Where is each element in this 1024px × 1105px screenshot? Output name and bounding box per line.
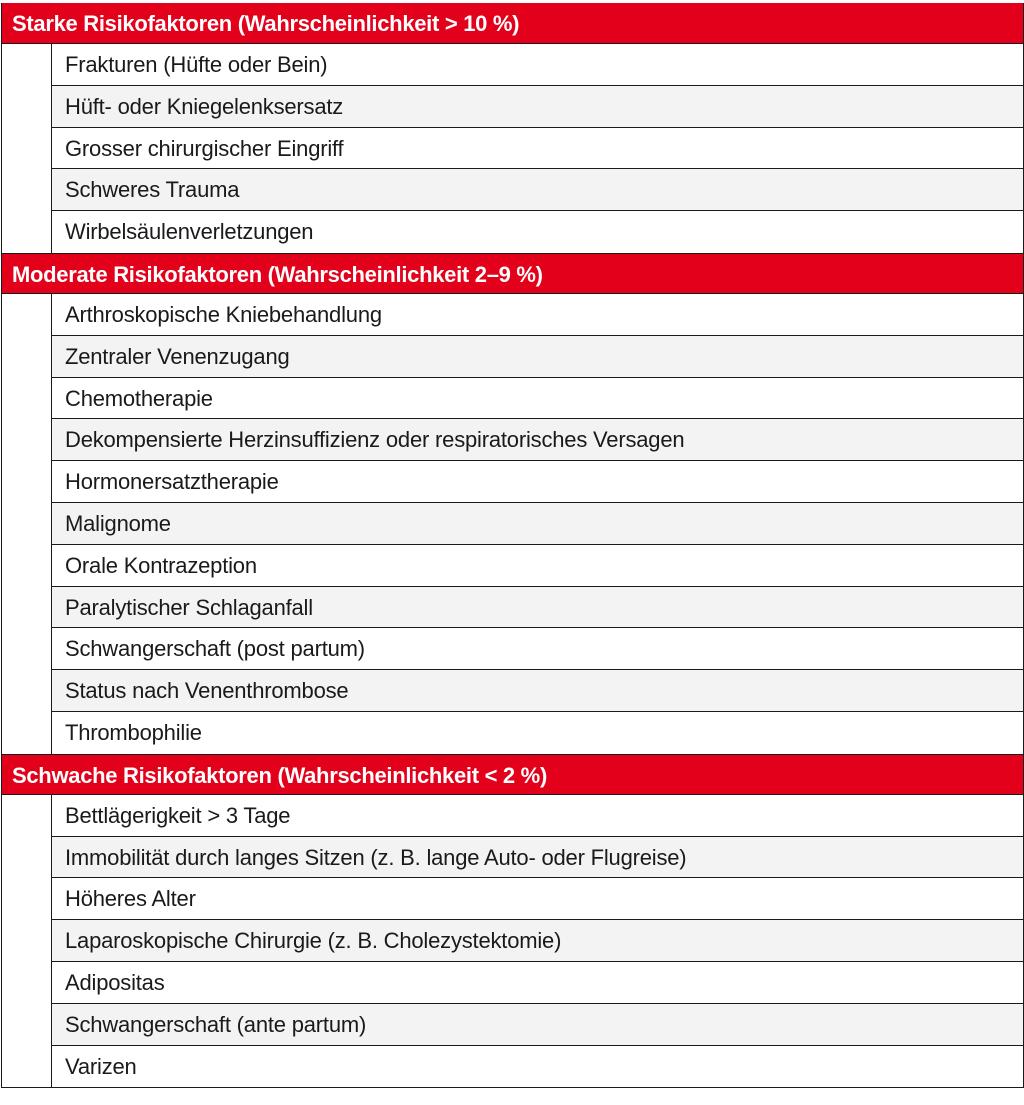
item-list: [52, 795, 1023, 1088]
list-item: Orale Kontrazeption: [52, 545, 1023, 587]
section-strong-risk: [2, 3, 1023, 253]
list-item: Chemotherapie: [52, 378, 1023, 420]
list-item: Varizen: [52, 1046, 1023, 1088]
list-item: Frakturen (Hüfte oder Bein): [52, 44, 1023, 86]
section-body: [2, 795, 1023, 1088]
section-header: Moderate Risikofaktoren (Wahrscheinlichkeit 2–9 %): [2, 253, 1023, 294]
list-item: Adipositas: [52, 962, 1023, 1004]
section-weak-risk: [2, 754, 1023, 1088]
indent-column: [2, 44, 52, 253]
list-item: Arthroskopische Kniebehandlung: [52, 294, 1023, 336]
list-item: Hüft- oder Kniegelenksersatz: [52, 86, 1023, 128]
list-item: Schwangerschaft (post partum): [52, 628, 1023, 670]
list-item: Paralytischer Schlaganfall: [52, 587, 1023, 629]
list-item: Immobilität durch langes Sitzen (z. B. lange Auto- oder Flugreise): [52, 837, 1023, 879]
item-list: [52, 44, 1023, 253]
indent-column: [2, 294, 52, 754]
list-item: Laparoskopische Chirurgie (z. B. Cholezystektomie): [52, 920, 1023, 962]
list-item: Zentraler Venenzugang: [52, 336, 1023, 378]
section-body: [2, 44, 1023, 253]
list-item: Höheres Alter: [52, 878, 1023, 920]
list-item: Thrombophilie: [52, 712, 1023, 754]
list-item: Dekompensierte Herzinsuffizienz oder respiratorisches Versagen: [52, 419, 1023, 461]
list-item: Wirbelsäulenverletzungen: [52, 211, 1023, 253]
item-list: [52, 294, 1023, 754]
list-item: Status nach Venenthrombose: [52, 670, 1023, 712]
list-item: Hormonersatztherapie: [52, 461, 1023, 503]
section-header: Schwache Risikofaktoren (Wahrscheinlichkeit < 2 %): [2, 754, 1023, 795]
section-body: [2, 294, 1023, 754]
section-moderate-risk: [2, 253, 1023, 754]
list-item: Schweres Trauma: [52, 169, 1023, 211]
list-item: Malignome: [52, 503, 1023, 545]
list-item: Bettlägerigkeit > 3 Tage: [52, 795, 1023, 837]
list-item: Schwangerschaft (ante partum): [52, 1004, 1023, 1046]
indent-column: [2, 795, 52, 1088]
list-item: Grosser chirurgischer Eingriff: [52, 128, 1023, 170]
risk-factor-table: [1, 3, 1024, 1088]
section-header: Starke Risikofaktoren (Wahrscheinlichkeit > 10 %): [2, 3, 1023, 44]
